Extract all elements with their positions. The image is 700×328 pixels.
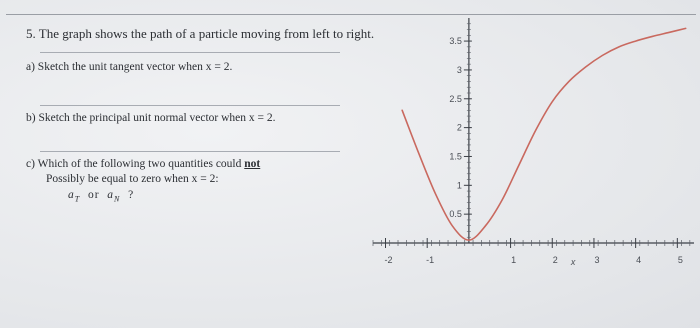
choice-a-sub: T [74, 194, 81, 204]
part-c-line2: Possibly be equal to zero when x = 2: [46, 173, 219, 185]
y-tick-label: 3.5 [449, 36, 462, 47]
part-c-not: not [244, 158, 261, 170]
y-tick-label: 1 [456, 180, 462, 191]
choice-a-letter: a [68, 189, 75, 201]
part-c-prefix: c) Which of the following two quantities could [26, 158, 242, 170]
x-axis-letter: x [570, 257, 576, 267]
particle-path [402, 28, 685, 240]
part-b-text: b) Sketch the principal unit normal vector when x = 2. [26, 112, 276, 124]
choice-b-letter: a [107, 189, 115, 201]
x-tick-label: -2 [384, 255, 393, 265]
y-tick-label: 0.5 [449, 209, 462, 220]
x-tick-label: 1 [511, 255, 517, 265]
x-tick-label: 2 [552, 255, 558, 265]
part-a-text: a) Sketch the unit tangent vector when x = 2. [26, 61, 233, 73]
x-tick-label: 5 [677, 255, 683, 265]
question-title: 5. The graph shows the path of a particle moving from left to right. [26, 26, 375, 41]
x-tick-label: 3 [594, 255, 600, 265]
choice-or: or [87, 189, 100, 201]
y-tick-label: 2 [456, 122, 462, 133]
question-mark: ? [128, 189, 135, 201]
x-tick-label: -1 [426, 255, 435, 265]
y-tick-label: 2.5 [449, 93, 462, 104]
axes [373, 18, 694, 243]
y-tick-label: 1.5 [449, 151, 462, 162]
particle-path-curve [402, 28, 685, 240]
choice-b-sub: N [114, 194, 121, 204]
tick-marks [373, 24, 690, 248]
tick-labels [384, 36, 682, 267]
y-tick-label: 3 [456, 64, 462, 75]
x-tick-label: 4 [636, 255, 642, 265]
